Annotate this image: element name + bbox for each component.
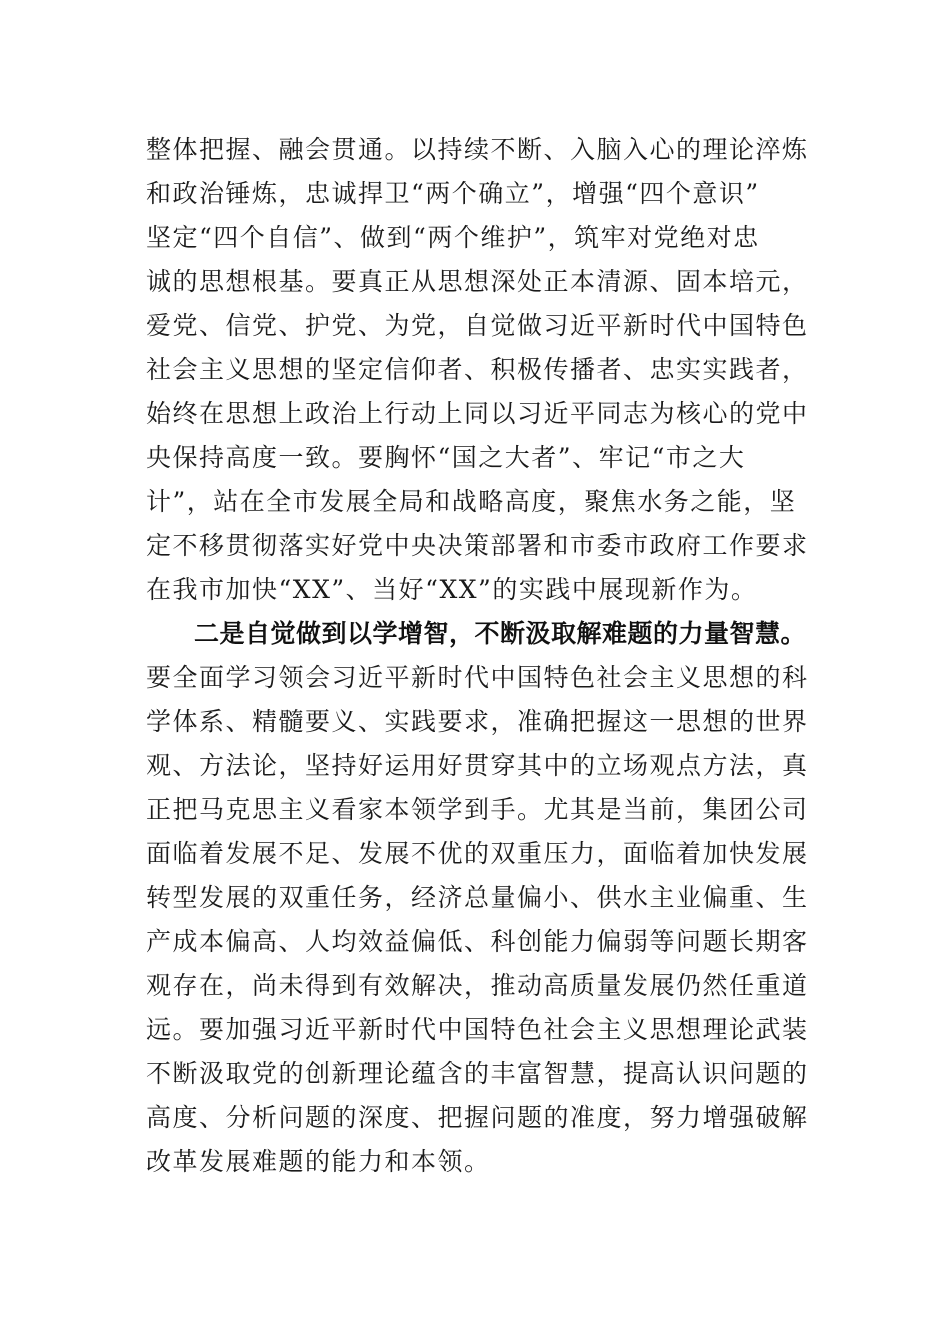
- paragraph-line: 和政治锤炼，忠诚捍卫“两个确立”，增强“四个意识”: [146, 179, 760, 208]
- paragraph-line: 坚定“四个自信”、做到“两个维护”，筑牢对党绝对忠: [146, 223, 760, 252]
- paragraph-line: 不断汲取党的创新理论蕴含的丰富智慧，提高认识问题的: [146, 1059, 809, 1088]
- paragraph-line: 计”，站在全市发展全局和战略高度，聚焦水务之能，坚: [146, 487, 797, 516]
- paragraph-line: 始终在思想上政治上行动上同以习近平同志为核心的党中: [146, 399, 809, 428]
- paragraph-line: 观存在，尚未得到有效解决，推动高质量发展仍然任重道: [146, 971, 809, 1000]
- paragraph-1: [146, 128, 810, 612]
- paragraph-line: 要全面学习领会习近平新时代中国特色社会主义思想的科: [146, 663, 809, 692]
- paragraph-line: 改革发展难题的能力和本领。: [146, 1147, 491, 1176]
- paragraph-line: 爱党、信党、护党、为党，自觉做习近平新时代中国特色: [146, 311, 809, 340]
- paragraph-line: 社会主义思想的坚定信仰者、积极传播者、忠实实践者，: [146, 355, 809, 384]
- paragraph-2: [146, 612, 810, 1184]
- paragraph-line: 定不移贯彻落实好党中央决策部署和市委市政府工作要求: [146, 531, 809, 560]
- paragraph-line: 在我市加快“XX”、当好“XX”的实践中展现新作为。: [146, 575, 758, 604]
- paragraph-line: 远。要加强习近平新时代中国特色社会主义思想理论武装: [146, 1015, 809, 1044]
- paragraph-line: 观、方法论，坚持好运用好贯穿其中的立场观点方法，真: [146, 751, 809, 780]
- paragraph-line: 学体系、精髓要义、实践要求，准确把握这一思想的世界: [146, 707, 809, 736]
- paragraph-line: 面临着发展不足、发展不优的双重压力，面临着加快发展: [146, 839, 809, 868]
- paragraph-line: 高度、分析问题的深度、把握问题的准度，努力增强破解: [146, 1103, 809, 1132]
- paragraph-heading-line: [146, 612, 810, 656]
- paragraph-heading: 二是自觉做到以学增智，不断汲取解难题的力量智慧。: [194, 619, 807, 648]
- paragraph-line: 央保持高度一致。要胸怀“国之大者”、牢记“市之大: [146, 443, 746, 472]
- paragraph-line: 整体把握、融会贯通。以持续不断、入脑入心的理论淬炼: [146, 135, 809, 164]
- paragraph-line: 正把马克思主义看家本领学到手。尤其是当前，集团公司: [146, 795, 809, 824]
- paragraph-line: 转型发展的双重任务，经济总量偏小、供水主业偏重、生: [146, 883, 809, 912]
- paragraph-line: 产成本偏高、人均效益偏低、科创能力偏弱等问题长期客: [146, 927, 809, 956]
- paragraph-line: 诚的思想根基。要真正从思想深处正本清源、固本培元，: [146, 267, 809, 296]
